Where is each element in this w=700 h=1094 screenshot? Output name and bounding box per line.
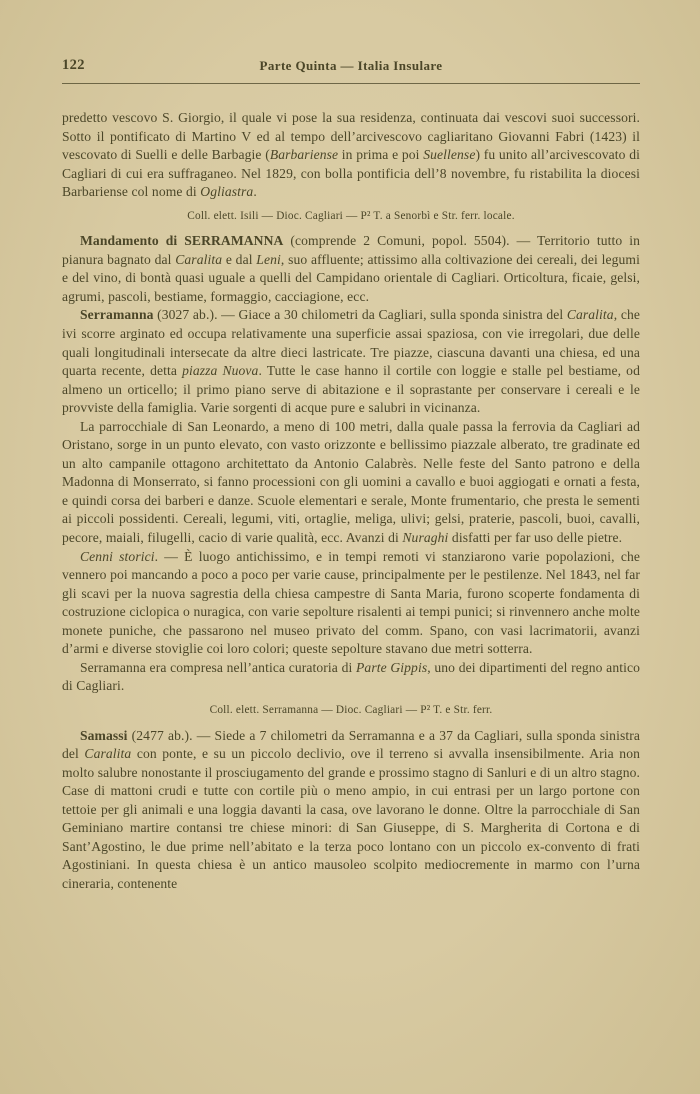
text-run: (2477 ab.). — Siede a 7 chilometri da Serramanna e a 37 da Cagliari, sulla sponda sinistra del — [62, 727, 640, 762]
text-run: Ogliastra — [200, 184, 254, 200]
paragraph — [62, 418, 640, 548]
text-run: , che ivi scorre arginato ed occupa relativamente una superficie assai spaziosa, con vie irregolari, due delle quali longitudinali intersecate da altre dieci lastricate. Tre piazze, ciascuna davanti una chiesa, ed una quarta recente, detta — [62, 307, 640, 379]
text-run: Leni — [256, 251, 281, 267]
paragraph — [62, 659, 640, 696]
text-run: Coll. elett. Serramanna — Dioc. Cagliari — P² T. e Str. ferr. — [209, 703, 493, 716]
paragraph — [62, 306, 640, 417]
page-number: 122 — [62, 57, 85, 73]
text-run: Samassi — [80, 727, 128, 743]
paragraph — [62, 232, 640, 306]
running-title: Parte Quinta — Italia Insulare — [259, 58, 443, 73]
collegio-note — [62, 701, 640, 720]
text-run: Caralita — [566, 307, 614, 323]
paragraph — [62, 727, 640, 894]
text-run: (comprende 2 Comuni, popol. 5504). — Territorio tutto in pianura bagnato dal — [62, 233, 640, 267]
text-run: , uno dei dipartimenti del regno antico di Cagliari. — [62, 659, 640, 694]
text-run: disfatti per far uso delle pietre. — [448, 530, 623, 546]
text-run: con ponte, e su un piccolo declivio, ove il terreno si avvalla insensibilmente. Aria non molto salubre nonostante il prosciugamento del grande e prossimo stagno di Sanluri e di un altro stagno. Case di mattoni crudi e tutte con cortile più o meno ampio, in cui entrasi per un largo portone con tettoie per gli animali e una loggia davanti la casa, ove lavorano le donne. Oltre la parrocchiale di San Geminiano martire contansi tre chiese minori: di San Giuseppe, di S. Margherita di Cortona e di Sant’Agostino, le due prime nell’abitato e la terza poco lontano con un piccolo ex-convento di frati Agostiniani. In questa chiesa è un antico mausoleo scolpito mediocremente in marmo con l’urna cineraria, contenente — [62, 746, 640, 891]
text-run: Nuraghi — [402, 530, 449, 546]
text-run: Barbariense — [269, 147, 339, 163]
text-run: Parte Gippis — [356, 659, 428, 675]
text-run: . Tutte le case hanno il cortile con loggie e stalle pel bestiame, od almeno un orticello; il primo piano serve di abitazione e il soprastante per conservare i cereali e le provviste della famiglia. Varie sorgenti di acque pure e salubri in vicinanza. — [62, 363, 640, 416]
text-run: , suo affluente; attissimo alla coltivazione dei cereali, dei legumi e del vino, di bontà quasi uguale a quelli del Campidano orientale di Cagliari. Orticoltura, ficaie, gelsi, agrumi, pascoli, bestiame, formaggio, cacciagione, ecc. — [62, 251, 640, 304]
text-run: . — È luogo antichissimo, e in tempi remoti vi stanziarono varie popolazioni, che vennero poi mancando a poco a poco per varie cause, principalmente per le pestilenze. Nel 1843, nel far gli scavi per la nuova sagrestia della chiesa campestre di Santa Maria, furono scoperte fondamenta di costruzione ciclopica o nuragica, con varie sepolture risalenti ai tempi punici; si rinvennero anche molte monete puniche, che passarono nel museo privato del comm. Spano, con vasi lacrimatorii, avanzi d’armi e diverse stoviglie coi loro colori; queste sepolture stavano due metri sotterra. — [62, 548, 640, 657]
text-run: e dal — [222, 251, 257, 267]
paragraph — [62, 548, 640, 659]
text-run: Serramanna era compresa nell’antica curatoria di — [80, 659, 357, 675]
collegio-note — [62, 207, 640, 226]
text-run: piazza Nuova — [182, 363, 259, 379]
page-header — [62, 58, 640, 76]
text-run: . — [253, 184, 257, 200]
text-run: Cenni storici — [80, 548, 155, 564]
header-rule — [62, 83, 640, 84]
text-run: ) fu unito all’arcivescovato di Cagliari di cui era suffraganeo. Nel 1829, con bolla pontificia dell’8 novembre, fu ristabilita la diocesi Barbariense col nome di — [62, 147, 640, 200]
page-body — [62, 109, 640, 893]
text-run: Caralita — [84, 746, 132, 762]
text-run: Mandamento di SERRAMANNA — [80, 233, 284, 249]
text-run: Coll. elett. Isili — Dioc. Cagliari — P² T. a Senorbì e Str. ferr. locale. — [187, 209, 515, 222]
text-run: Serramanna — [80, 307, 154, 323]
text-run: Caralita — [175, 251, 223, 267]
text-run: predetto vescovo S. Giorgio, il quale vi pose la sua residenza, continuata dai vescovi suoi successori. Sotto il pontificato di Martino V ed al tempo dell’arcivescovo cagliaritano Giovanni Fabri (1423) il vescovato di Suelli e delle Barbagie ( — [62, 110, 640, 163]
text-run: La parrocchiale di San Leonardo, a meno di 100 metri, dalla quale passa la ferrovia da Cagliari ad Oristano, sorge in un punto elevato, con vasto orizzonte e bellissimo piazzale alberato, tre gradinate ed un alto campanile ottagono architettato da Antonio Calabrès. Nelle feste del Santo patrono e della Madonna di Monserrato, si fanno processioni con gli uomini a cavallo e buoi aggiogati e ornati a festa, e quindi corsa dei barberi e danze. Scuole elementari e serale, Monte frumentario, che presta le sementi ai piccoli possidenti. Cereali, legumi, viti, ortaglie, meliga, ulivi; gelsi, praterie, pascoli, buoi, cavalli, pecore, maiali, filugelli, cacio di varie qualità, ecc. Avanzi di — [62, 418, 640, 546]
text-run: in prima e poi — [338, 147, 424, 163]
text-run: (3027 ab.). — Giace a 30 chilometri da Cagliari, sulla sponda sinistra del — [153, 307, 567, 323]
paragraph — [62, 109, 640, 202]
text-run: Suellense — [423, 147, 476, 163]
